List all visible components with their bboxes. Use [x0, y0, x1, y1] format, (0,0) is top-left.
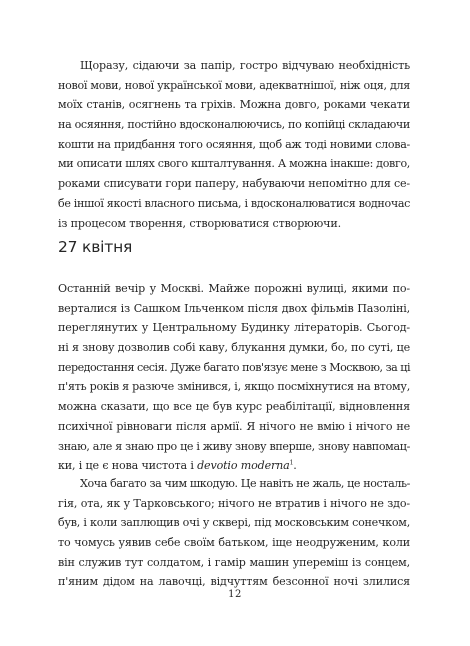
text-line: можна сказати, що все це був курс реабілітації, відновлення	[58, 400, 410, 414]
text-fragment: .	[293, 459, 297, 473]
page-number: 12	[228, 589, 242, 600]
text-line-last	[58, 456, 410, 476]
italic-term: devotio moderna	[197, 459, 290, 473]
text-line: передостання сесія. Дуже багато пов'язує мене з Москвою, за ці	[58, 360, 410, 374]
date-heading: 27 квітня	[58, 238, 133, 256]
text-line: переглянутих у Центральному Будинку літераторів. Сьогод-	[58, 321, 410, 335]
text-line: нової мови, нової української мови, адекватнішої, ніж оця, для	[58, 78, 410, 92]
paragraph-3	[58, 474, 410, 592]
text-line: був, і коли заплющив очі у сквері, під московським сонечком,	[58, 516, 410, 530]
text-line: ми описати шлях свого кшталтування. А можна інакше: довго,	[58, 157, 410, 171]
text-line: Щоразу, сідаючи за папір, гостро відчуваю необхідність	[80, 59, 410, 72]
text-line: то чомусь уявив себе своїм батьком, іще неодруженим, коли	[58, 536, 410, 550]
text-line: ні я знову дозволив собі каву, блукання думки, бо, по суті, це	[58, 341, 410, 355]
text-line: він служив тут солдатом, і гамір машин упереміш із сонцем,	[58, 555, 410, 569]
text-line: моїх станів, осягнень та гріхів. Можна довго, роками чекати	[58, 98, 410, 112]
text-line: бе іншої якості власного письма, і вдосконалюватися водночас	[58, 196, 410, 210]
footnote-mark: 1	[289, 459, 294, 467]
text-line: п'яним дідом на лавочці, відчуттям безсонної ночі злилися	[58, 575, 410, 589]
text-line: роками списувати гори паперу, набуваючи непомітно для се-	[58, 177, 410, 191]
text-fragment: ки, і це є нова чистота і	[58, 459, 198, 473]
text-line: Останній вечір у Москві. Майже порожні вулиці, якими по-	[58, 282, 410, 295]
text-line: верталися із Сашком Ільченком після двох фільмів Пазоліні,	[58, 301, 410, 315]
text-line: із процесом творення, створюватися створюючи.	[58, 216, 341, 230]
text-line: кошти на придбання того осяяння, щоб аж тоді новими слова-	[58, 137, 410, 151]
text-line: знаю, але я знаю про це і живу знову вперше, знову навпомац-	[58, 439, 410, 453]
paragraph-1	[58, 56, 410, 233]
text-line: психічної рівноваги після армії. Я нічого не вмію і нічого не	[58, 419, 410, 433]
text-line: гія, ота, як у Тарковського; нічого не втратив і нічого не здо-	[58, 496, 410, 510]
paragraph-2	[58, 279, 410, 476]
text-line: на осяяння, постійно вдосконалюючись, по копійці складаючи	[58, 118, 410, 132]
text-line: п'ять років я разюче змінився, і, якщо посміхнутися на втому,	[58, 380, 410, 394]
text-line: Хоча багато за чим шкодую. Це навіть не жаль, це носталь-	[80, 477, 410, 490]
